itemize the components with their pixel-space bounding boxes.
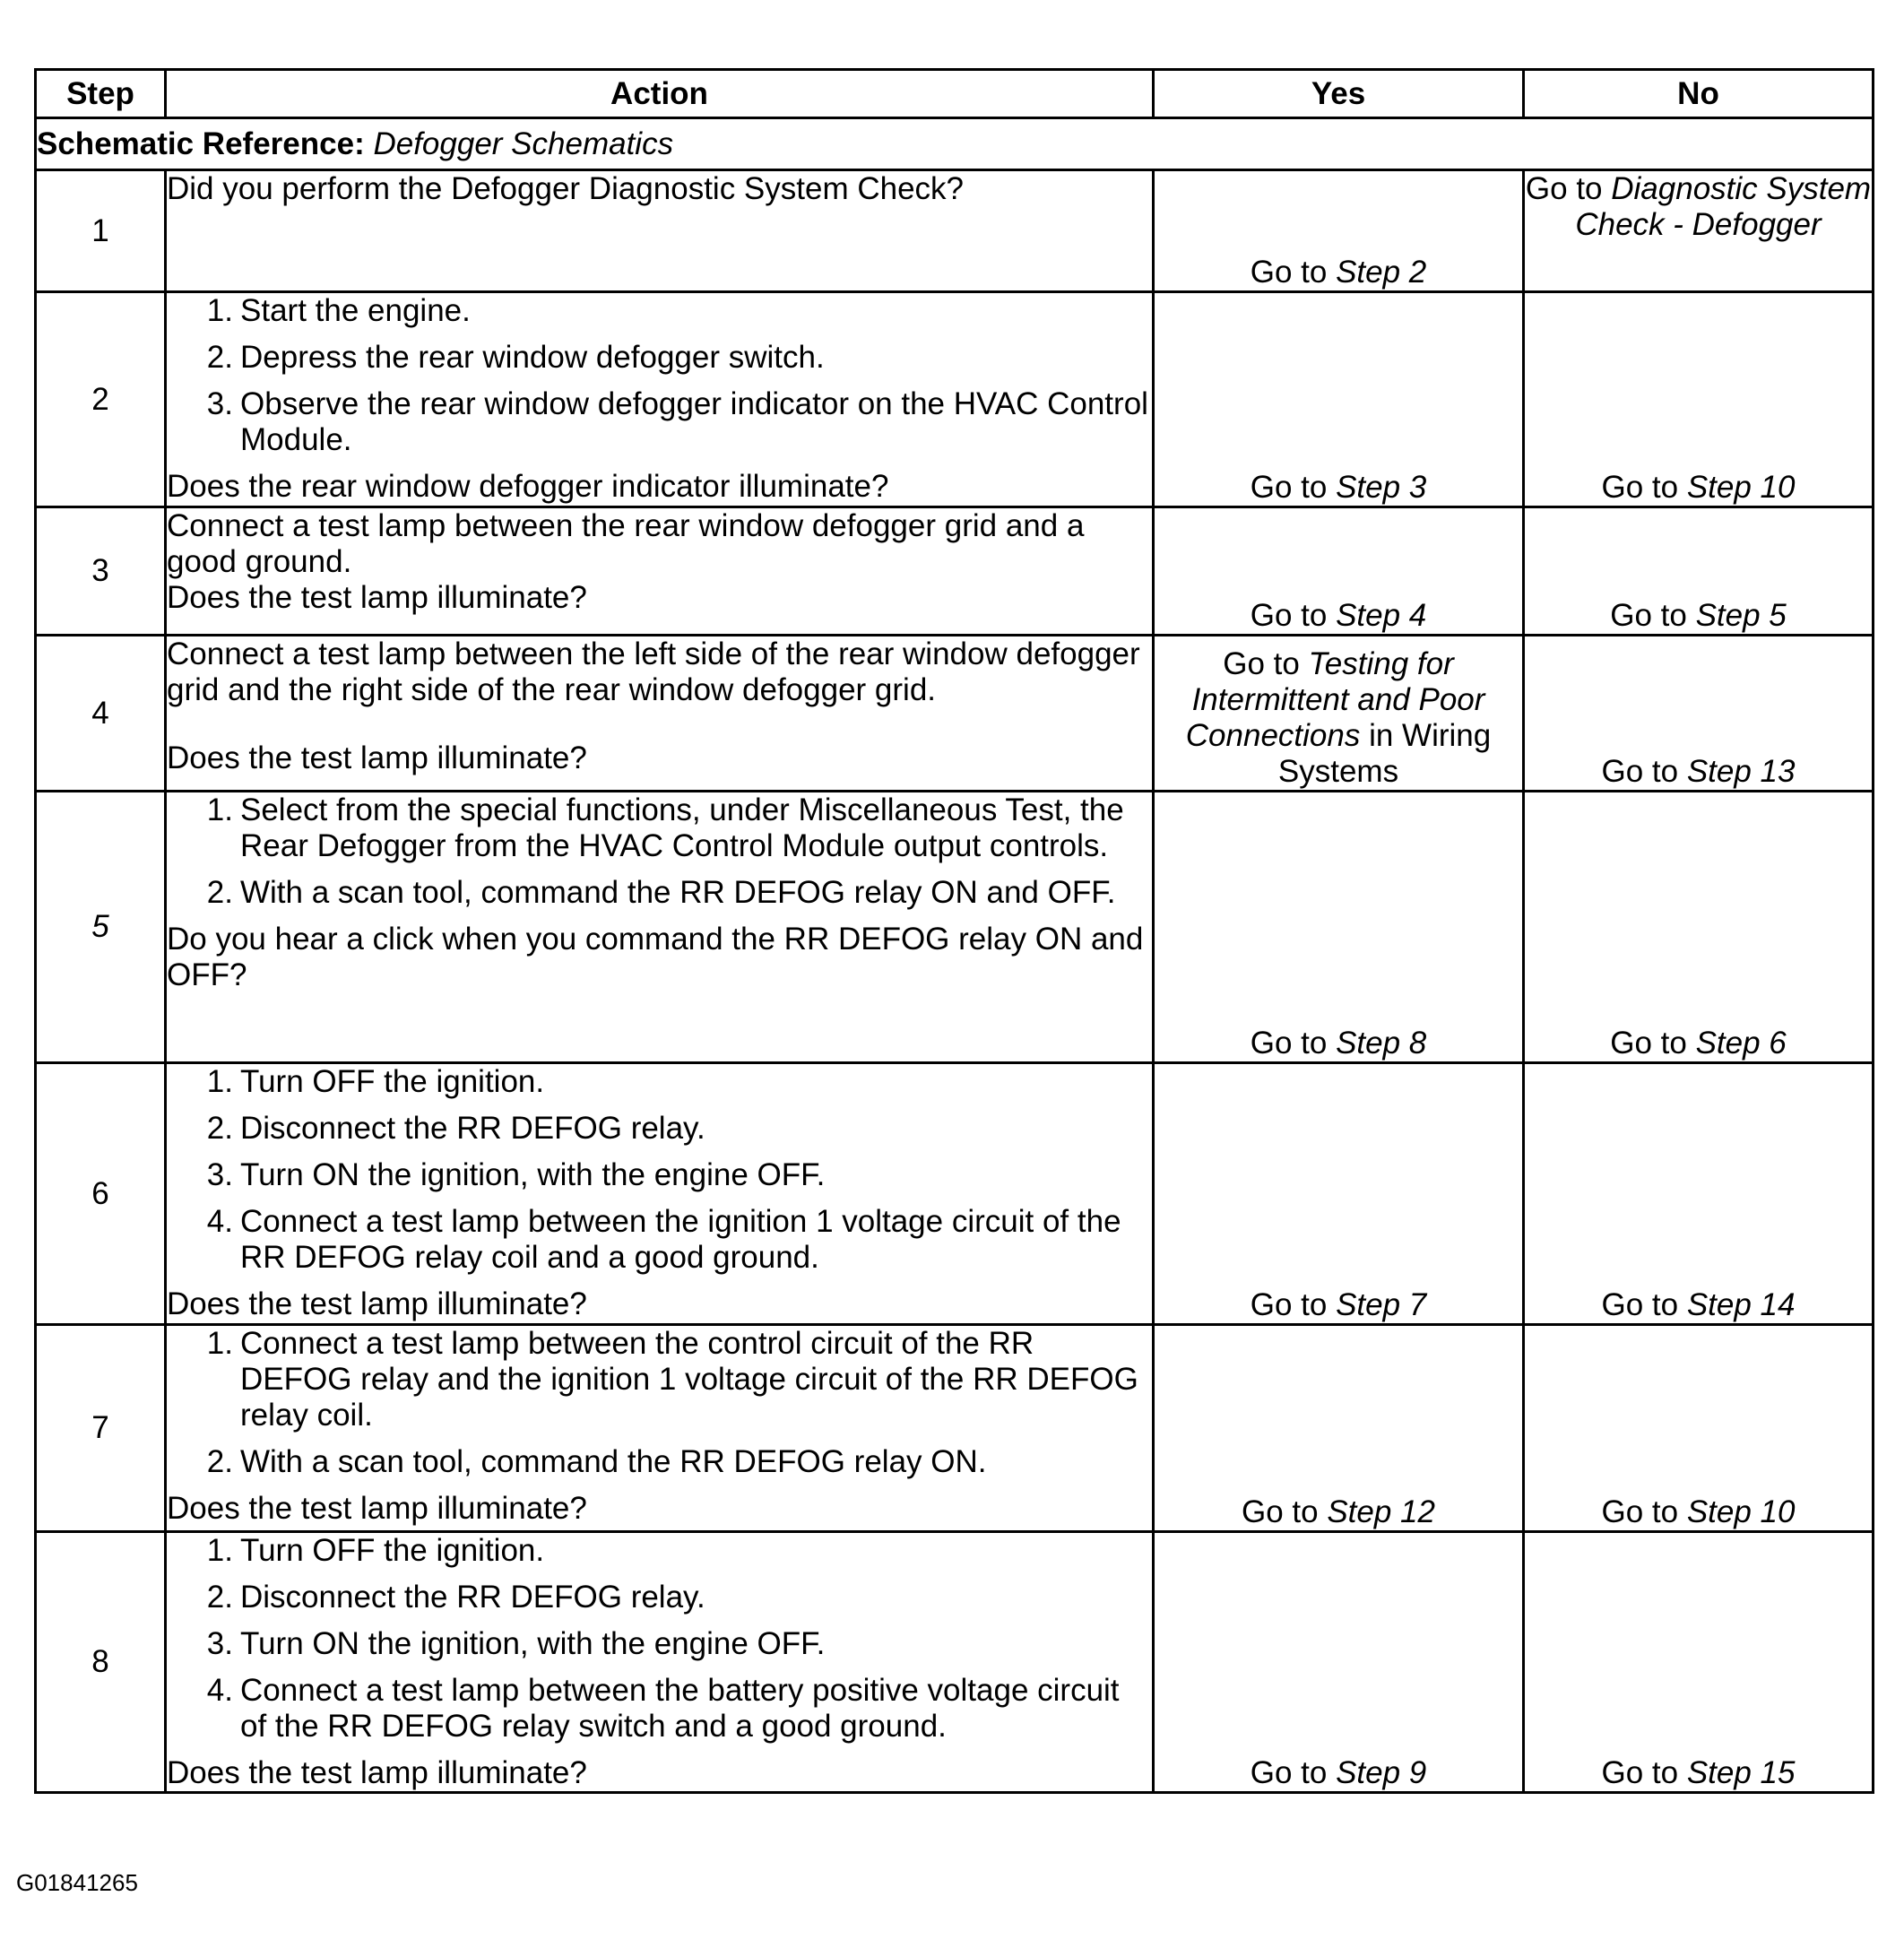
action-step-item — [197, 875, 1152, 911]
yes-cell — [1154, 170, 1524, 292]
no-cell — [1524, 636, 1874, 792]
no-cell — [1524, 792, 1874, 1063]
diagnostic-table — [34, 68, 1874, 1794]
yes-cell — [1154, 1325, 1524, 1532]
action-step-number: 1. — [206, 1533, 233, 1568]
header-yes: Yes — [1154, 70, 1524, 118]
header-step: Step — [36, 70, 166, 118]
header-action: Action — [166, 70, 1154, 118]
schematic-reference-cell — [36, 118, 1874, 170]
action-step-number: 2. — [206, 1111, 233, 1146]
yes-goto-link[interactable] — [1242, 1494, 1435, 1529]
no-goto-link[interactable] — [1602, 1755, 1796, 1790]
table-row — [36, 1325, 1874, 1532]
goto-target[interactable]: Step 6 — [1695, 1026, 1787, 1061]
goto-prefix: Go to — [1250, 470, 1337, 505]
action-step-text: Turn ON the ignition, with the engine OFF. — [240, 1157, 826, 1192]
goto-target[interactable]: Testing for Intermittent and Poor Connections — [1185, 646, 1485, 753]
table-row — [36, 507, 1874, 636]
action-step-item — [197, 1673, 1152, 1745]
yes-goto-link[interactable] — [1251, 1026, 1427, 1061]
action-step-text: Depress the rear window defogger switch. — [240, 340, 825, 375]
action-step-text: Turn ON the ignition, with the engine OFF. — [240, 1626, 826, 1661]
step-number: 6 — [36, 1063, 166, 1325]
action-step-text: Start the engine. — [240, 293, 471, 328]
goto-prefix: Go to — [1250, 1287, 1337, 1322]
yes-goto-link[interactable] — [1251, 255, 1427, 290]
action-step-number: 4. — [206, 1673, 233, 1708]
action-step-number: 3. — [206, 386, 233, 421]
yes-goto-link[interactable] — [1251, 598, 1427, 633]
action-step-item — [197, 386, 1152, 458]
action-step-number: 3. — [206, 1626, 233, 1661]
table-row — [36, 292, 1874, 507]
action-step-number: 4. — [206, 1204, 233, 1239]
table-row — [36, 792, 1874, 1063]
no-goto-link[interactable] — [1602, 754, 1796, 789]
goto-target[interactable]: Step 2 — [1336, 255, 1427, 290]
action-step-text: With a scan tool, command the RR DEFOG relay ON. — [240, 1444, 987, 1479]
goto-target[interactable]: Step 13 — [1686, 754, 1796, 789]
action-step-number: 2. — [206, 340, 233, 375]
action-steps-list — [167, 1533, 1152, 1745]
action-step-item — [197, 1204, 1152, 1276]
action-step-text: Turn OFF the ignition. — [240, 1064, 545, 1099]
action-step-number: 3. — [206, 1157, 233, 1192]
table-row — [36, 1532, 1874, 1793]
action-step-number: 1. — [206, 1064, 233, 1099]
yes-goto-link[interactable] — [1251, 1287, 1427, 1322]
yes-cell — [1154, 292, 1524, 507]
action-step-item — [197, 1533, 1152, 1569]
action-cell — [166, 792, 1154, 1063]
step-number: 7 — [36, 1325, 166, 1532]
action-step-text: Turn OFF the ignition. — [240, 1533, 545, 1568]
yes-cell — [1154, 507, 1524, 636]
action-cell — [166, 1532, 1154, 1793]
no-cell — [1524, 1325, 1874, 1532]
table-row — [36, 1063, 1874, 1325]
goto-prefix: Go to — [1610, 1026, 1696, 1061]
goto-target[interactable]: Diagnostic System Check - Defogger — [1575, 171, 1872, 242]
no-cell — [1524, 507, 1874, 636]
goto-target[interactable]: Step 10 — [1686, 470, 1796, 505]
yes-goto-link[interactable] — [1186, 646, 1491, 789]
action-step-number: 1. — [206, 1326, 233, 1361]
action-cell — [166, 170, 1154, 292]
table-row — [36, 636, 1874, 792]
goto-target[interactable]: Step 7 — [1336, 1287, 1427, 1322]
action-question: Does the rear window defogger indicator illuminate? — [167, 469, 889, 504]
goto-prefix: Go to — [1610, 598, 1696, 633]
step-number: 3 — [36, 507, 166, 636]
diagnostic-page — [34, 68, 1872, 1794]
step-number: 1 — [36, 170, 166, 292]
action-step-text: Select from the special functions, under Miscellaneous Test, the Rear Defogger from the HVAC Control Module output controls. — [240, 792, 1124, 863]
action-step-item — [197, 1326, 1152, 1433]
goto-prefix: Go to — [1250, 1755, 1337, 1790]
goto-prefix: Go to — [1223, 646, 1309, 681]
no-cell — [1524, 1063, 1874, 1325]
goto-prefix: Go to — [1250, 255, 1337, 290]
no-goto-link[interactable] — [1602, 1287, 1796, 1322]
yes-goto-link[interactable] — [1251, 470, 1427, 505]
goto-target[interactable]: Step 14 — [1686, 1287, 1796, 1322]
no-goto-link[interactable] — [1610, 598, 1787, 633]
action-cell — [166, 1325, 1154, 1532]
no-goto-link[interactable] — [1610, 1026, 1787, 1061]
schematic-reference-row — [36, 118, 1874, 170]
action-step-item — [197, 1064, 1152, 1100]
goto-prefix: Go to — [1525, 171, 1612, 206]
action-steps-list — [167, 1326, 1152, 1480]
goto-target[interactable]: Step 4 — [1336, 598, 1427, 633]
yes-cell — [1154, 792, 1524, 1063]
action-step-text: Disconnect the RR DEFOG relay. — [240, 1111, 705, 1146]
action-instruction: Did you perform the Defogger Diagnostic System Check? — [167, 171, 965, 206]
schematic-reference-link[interactable]: Defogger Schematics — [373, 126, 674, 161]
action-step-number: 1. — [206, 792, 233, 827]
goto-target[interactable]: Step 3 — [1336, 470, 1427, 505]
action-instruction: Connect a test lamp between the rear window defogger grid and a good ground. — [167, 508, 1085, 579]
goto-target[interactable]: Step 9 — [1336, 1755, 1427, 1790]
schematic-reference-label: Schematic Reference: — [37, 126, 365, 161]
no-cell — [1524, 1532, 1874, 1793]
action-instruction: Connect a test lamp between the left side of the rear window defogger grid and the right side of the rear window defogger grid. — [167, 636, 1140, 707]
action-question: Does the test lamp illuminate? — [167, 580, 587, 615]
action-step-text: Connect a test lamp between the control circuit of the RR DEFOG relay and the ignition 1 voltage circuit of the RR DEFOG relay coil. — [240, 1326, 1138, 1433]
action-question: Do you hear a click when you command the RR DEFOG relay ON and OFF? — [167, 922, 1144, 992]
goto-prefix: Go to — [1242, 1494, 1328, 1529]
goto-target[interactable]: Step 10 — [1686, 1494, 1796, 1529]
goto-target[interactable]: Step 12 — [1327, 1494, 1435, 1529]
figure-id: G01841265 — [16, 1869, 138, 1896]
action-question: Does the test lamp illuminate? — [167, 1755, 587, 1790]
action-question: Does the test lamp illuminate? — [167, 1491, 587, 1526]
header-no: No — [1524, 70, 1874, 118]
no-goto-link[interactable] — [1602, 1494, 1796, 1529]
action-step-text: With a scan tool, command the RR DEFOG relay ON and OFF. — [240, 875, 1116, 910]
goto-target[interactable]: Step 15 — [1686, 1755, 1796, 1790]
yes-cell — [1154, 636, 1524, 792]
action-step-item — [197, 340, 1152, 376]
action-step-text: Connect a test lamp between the battery positive voltage circuit of the RR DEFOG relay switch and a good ground. — [240, 1673, 1120, 1744]
action-step-text: Observe the rear window defogger indicator on the HVAC Control Module. — [240, 386, 1148, 457]
yes-cell — [1154, 1532, 1524, 1793]
action-question: Does the test lamp illuminate? — [167, 740, 587, 775]
action-step-item — [197, 792, 1152, 864]
action-steps-list — [167, 293, 1152, 458]
action-step-text: Connect a test lamp between the ignition 1 voltage circuit of the RR DEFOG relay coil and a good ground. — [240, 1204, 1121, 1275]
goto-prefix: Go to — [1601, 754, 1687, 789]
goto-suffix: in Wiring Systems — [1277, 718, 1492, 789]
goto-prefix: Go to — [1601, 1755, 1687, 1790]
action-step-text: Disconnect the RR DEFOG relay. — [240, 1580, 705, 1615]
yes-cell — [1154, 1063, 1524, 1325]
goto-target[interactable]: Step 8 — [1336, 1026, 1427, 1061]
action-step-number: 2. — [206, 875, 233, 910]
no-goto-link[interactable] — [1526, 171, 1871, 242]
action-step-number: 1. — [206, 293, 233, 328]
action-cell — [166, 507, 1154, 636]
action-step-item — [197, 1111, 1152, 1147]
no-goto-link[interactable] — [1602, 470, 1796, 505]
action-step-number: 2. — [206, 1444, 233, 1479]
yes-goto-link[interactable] — [1251, 1755, 1427, 1790]
action-step-item — [197, 1580, 1152, 1615]
action-question: Does the test lamp illuminate? — [167, 1286, 587, 1321]
no-cell — [1524, 292, 1874, 507]
step-number: 8 — [36, 1532, 166, 1793]
action-cell — [166, 1063, 1154, 1325]
action-step-item — [197, 1444, 1152, 1480]
action-step-item — [197, 1626, 1152, 1662]
goto-target[interactable]: Step 5 — [1695, 598, 1787, 633]
header-row — [36, 70, 1874, 118]
action-steps-list — [167, 1064, 1152, 1276]
action-cell — [166, 292, 1154, 507]
step-number: 4 — [36, 636, 166, 792]
action-cell — [166, 636, 1154, 792]
no-cell — [1524, 170, 1874, 292]
table-row — [36, 170, 1874, 292]
step-number: 2 — [36, 292, 166, 507]
goto-prefix: Go to — [1601, 1494, 1687, 1529]
action-steps-list — [167, 792, 1152, 911]
goto-prefix: Go to — [1250, 1026, 1337, 1061]
goto-prefix: Go to — [1601, 470, 1687, 505]
step-number: 5 — [36, 792, 166, 1063]
action-step-item — [197, 293, 1152, 329]
goto-prefix: Go to — [1601, 1287, 1687, 1322]
action-step-number: 2. — [206, 1580, 233, 1615]
action-step-item — [197, 1157, 1152, 1193]
goto-prefix: Go to — [1250, 598, 1337, 633]
